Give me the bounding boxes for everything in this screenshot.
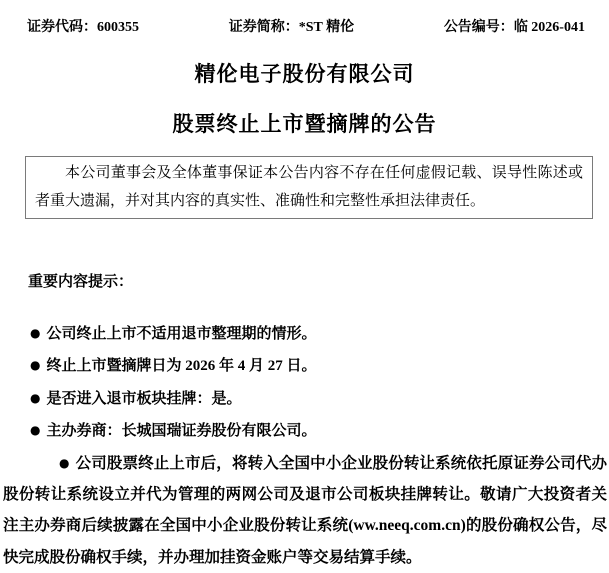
announcement-number-value: 临 2026-041	[513, 20, 585, 35]
stock-code-value: 600355	[97, 20, 139, 35]
highlight-item	[0, 350, 609, 382]
highlights-list	[0, 318, 609, 448]
highlight-item	[0, 415, 609, 447]
closing-paragraph-text: 公司股票终止上市后，将转入全国中小企业股份转让系统依托原证券公司代办股份转让系统设立并代为管理的两网公司及退市公司板块挂牌转让。敬请广大投资者关注主办券商后续披露在全国中小企业股份转让系统(ww.neeq.com.cn)的股份确权公告，尽快完成股份确权手续，并办理加挂资金账户等交易结算手续。	[3, 454, 607, 566]
highlight-item-text: 终止上市暨摘牌日为 2026 年 4 月 27 日。	[46, 358, 317, 375]
bullet-icon: ●	[30, 390, 41, 405]
announcement-number	[444, 19, 585, 36]
bullet-icon: ●	[30, 358, 41, 373]
document-header	[0, 0, 609, 36]
disclaimer-box	[25, 156, 593, 219]
disclaimer-text: 本公司董事会及全体董事保证本公告内容不存在任何虚假记载、误导性陈述或者重大遗漏，并对其内容的真实性、准确性和完整性承担法律责任。	[35, 165, 583, 209]
highlight-item-text: 公司终止上市不适用退市整理期的情形。	[46, 326, 317, 342]
stock-code	[27, 19, 139, 36]
announcement-number-label: 公告编号：	[443, 20, 514, 35]
stock-name-label: 证券简称：	[228, 20, 299, 35]
bullet-icon: ●	[59, 455, 70, 470]
company-name-title: 精伦电子股份有限公司	[194, 63, 415, 86]
closing-paragraph	[3, 448, 607, 573]
bullet-icon: ●	[30, 423, 41, 438]
stock-code-label: 证券代码：	[27, 20, 97, 35]
stock-name-value: *ST 精伦	[298, 20, 355, 35]
highlight-item-text: 是否进入退市板块挂牌：是。	[46, 390, 242, 407]
highlight-item	[0, 318, 609, 350]
highlight-item	[0, 383, 609, 415]
highlights-heading: 重要内容提示：	[28, 274, 134, 290]
highlight-item-text: 主办券商：长城国瑞证券股份有限公司。	[46, 423, 317, 440]
bullet-icon: ●	[30, 326, 41, 340]
announcement-title: 股票终止上市暨摘牌的公告	[172, 113, 437, 136]
stock-name	[229, 19, 354, 36]
